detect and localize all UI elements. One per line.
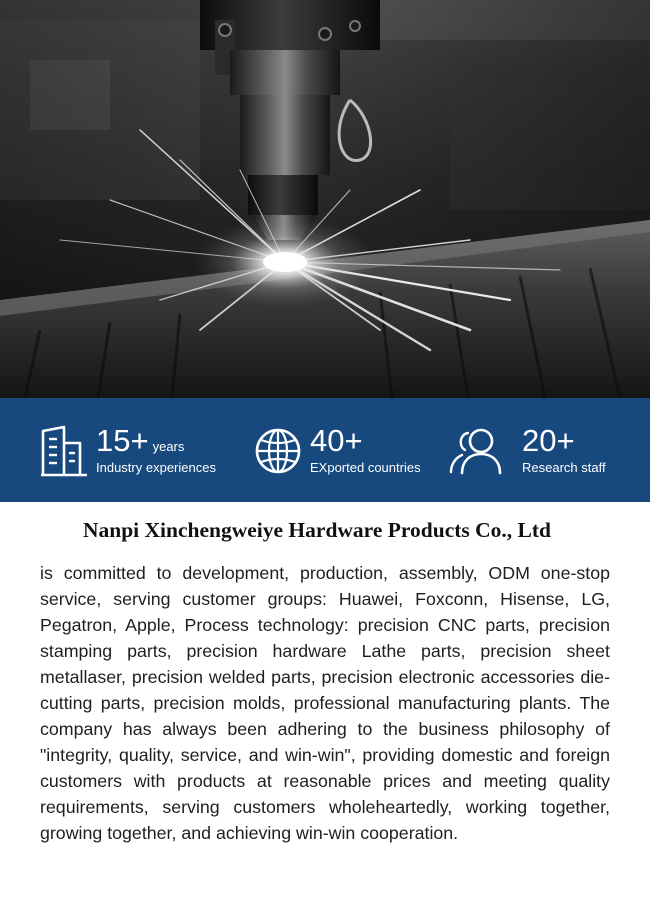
stat-label: Research staff bbox=[522, 460, 606, 475]
building-icon bbox=[40, 425, 88, 477]
people-icon bbox=[448, 427, 504, 475]
stat-number: 20+ bbox=[522, 423, 575, 458]
stat-label: Industry experiences bbox=[96, 460, 216, 475]
stat-unit: years bbox=[152, 439, 185, 454]
stat-number: 15+ years bbox=[96, 423, 185, 458]
stats-band bbox=[0, 398, 650, 502]
company-description: is committed to development, production, assembly, ODM one-stop service, serving customer groups: Huawei, Foxconn, Hisense, LG, Pegatron, Apple, Process technology: precision CNC parts, precision stamping parts, precision hardware Lathe parts, precision sheet metallaser, precision welded parts, precision electronic accessories die-cutting parts, precision molds, professional manufacturing plants. The company has always been adhering to the business philosophy of "integrity, quality, service, and win-win", providing domestic and foreign customers with products at reasonable prices and meeting quality requirements, serving customers wholeheartedly, working together, growing together, and achieving win-win cooperation. bbox=[40, 563, 610, 843]
stat-label: EXported countries bbox=[310, 460, 421, 475]
globe-icon bbox=[254, 427, 302, 475]
hero-illustration bbox=[0, 0, 650, 398]
company-name: Nanpi Xinchengweiye Hardware Products Co., Ltd bbox=[82, 518, 552, 542]
stat-number: 40+ bbox=[310, 423, 363, 458]
laser-cutting-photo bbox=[0, 0, 650, 398]
